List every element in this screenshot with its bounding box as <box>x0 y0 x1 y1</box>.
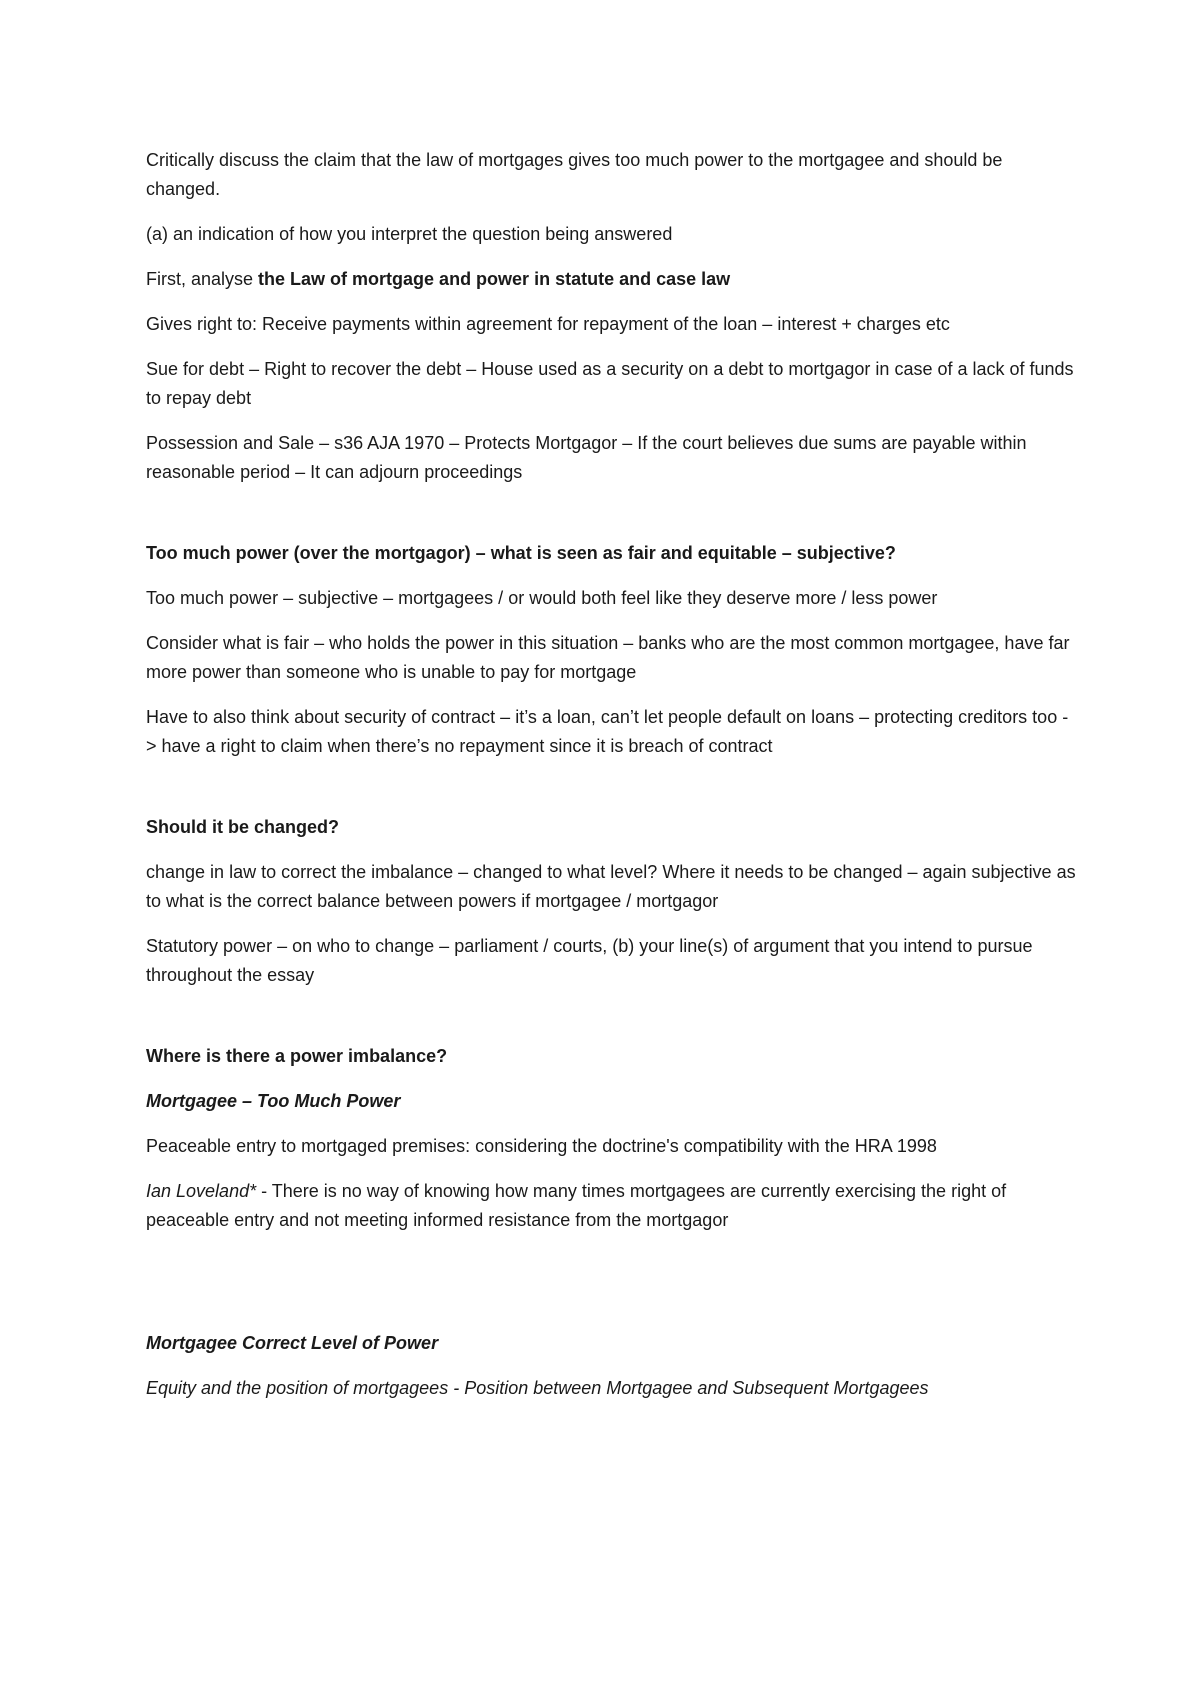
loveland-text: - There is no way of knowing how many times mortgagees are currently exercising the right of peaceable entry and not meeting informed resistance from the mortgagor <box>146 1181 1007 1230</box>
possession-text: Possession and Sale – s36 AJA 1970 – Protects Mortgagor – If the court believes due sums are payable within reasonable period – It can adjourn proceedings <box>146 433 1027 482</box>
analyse-bold: the Law of mortgage and power in statute and case law <box>258 269 731 289</box>
too-much-power-p3: Have to also think about security of contract – it’s a loan, can’t let people default on loans – protecting creditors too -> have a right to claim when there’s no repayment since it is breach of contract <box>146 707 1069 756</box>
correct-level-heading: Mortgagee Correct Level of Power <box>146 1333 439 1353</box>
sue-for-debt-text: Sue for debt – Right to recover the debt – House used as a security on a debt to mortgagor in case of a lack of funds to repay debt <box>146 359 1074 408</box>
should-change-p2: Statutory power – on who to change – parliament / courts, (b) your line(s) of argument that you intend to pursue throughout the essay <box>146 936 1033 985</box>
analyse-prefix: First, analyse <box>146 269 259 289</box>
too-much-power-heading: Too much power (over the mortgagor) – what is seen as fair and equitable – subjective? <box>146 543 896 563</box>
gives-right-text: Gives right to: Receive payments within agreement for repayment of the loan – interest + charges etc <box>146 314 950 334</box>
part-a-text: (a) an indication of how you interpret the question being answered <box>146 224 673 244</box>
imbalance-p1: Peaceable entry to mortgaged premises: considering the doctrine's compatibility with the HRA 1998 <box>146 1136 937 1156</box>
document-page <box>146 146 1076 1419</box>
should-change-p1: change in law to correct the imbalance – changed to what level? Where it needs to be changed – again subjective as to what is the correct balance between powers if mortgagee / mortgagor <box>146 862 1076 911</box>
analyse-line <box>146 265 1076 294</box>
should-change-heading: Should it be changed? <box>146 817 339 837</box>
loveland-name: Ian Loveland* <box>146 1181 257 1201</box>
correct-level-p1: Equity and the position of mortgagees - Position between Mortgagee and Subsequent Mortgagees <box>146 1378 929 1398</box>
imbalance-subheading: Mortgagee – Too Much Power <box>146 1091 401 1111</box>
imbalance-heading: Where is there a power imbalance? <box>146 1046 448 1066</box>
loveland-paragraph <box>146 1177 1076 1235</box>
too-much-power-p1: Too much power – subjective – mortgagees / or would both feel like they deserve more / less power <box>146 588 938 608</box>
essay-question: Critically discuss the claim that the law of mortgages gives too much power to the mortgagee and should be changed. <box>146 150 1003 199</box>
too-much-power-p2: Consider what is fair – who holds the power in this situation – banks who are the most common mortgagee, have far more power than someone who is unable to pay for mortgage <box>146 633 1070 682</box>
